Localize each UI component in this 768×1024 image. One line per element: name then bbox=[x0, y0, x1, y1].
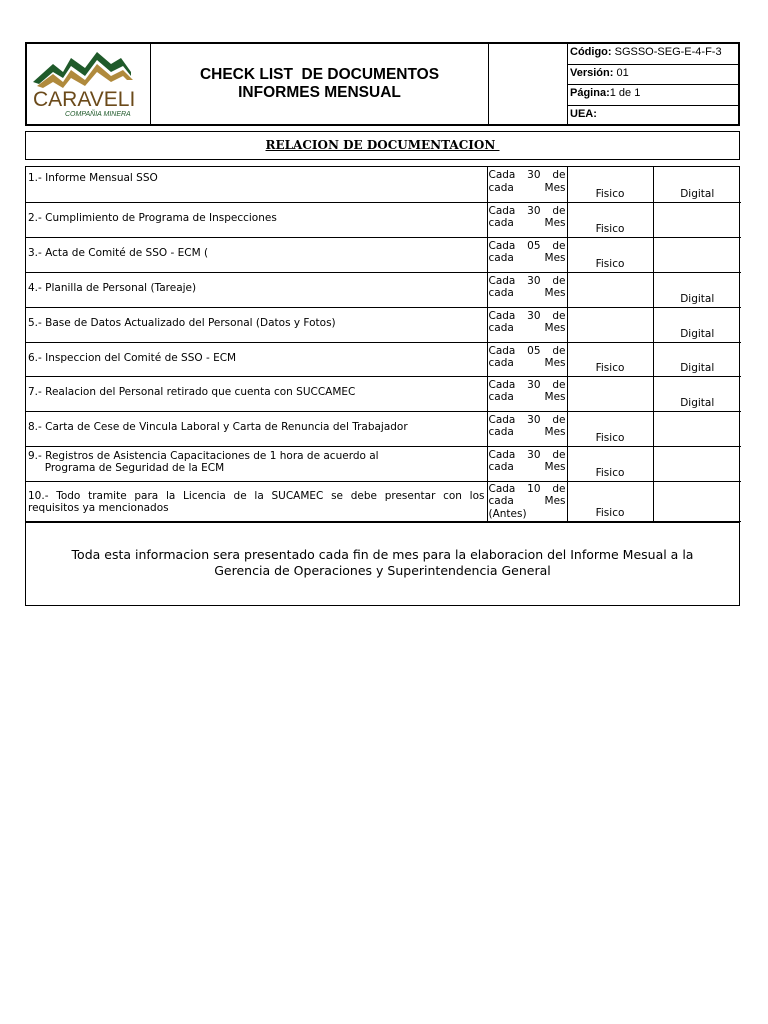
fisico-cell bbox=[567, 307, 653, 342]
codigo-value: SGSSO-SEG-E-4-F-3 bbox=[611, 46, 722, 58]
document-line: 9.- Registros de Asistencia Capacitaciones de 1 hora de acuerdo al bbox=[28, 449, 379, 462]
frequency-line: cada Mes bbox=[488, 287, 566, 299]
title-cell bbox=[151, 44, 489, 124]
fisico-cell: Fisico bbox=[567, 411, 653, 446]
fisico-cell bbox=[567, 272, 653, 307]
frequency-line: cada Mes bbox=[488, 426, 566, 438]
document-cell: 5.- Base de Datos Actualizado del Personal (Datos y Fotos) bbox=[26, 307, 487, 342]
meta-cell bbox=[568, 44, 740, 124]
table-row bbox=[26, 237, 741, 272]
document-header bbox=[25, 42, 740, 126]
document-cell: 8.- Carta de Cese de Vincula Laboral y Carta de Renuncia del Trabajador bbox=[26, 411, 487, 446]
frequency-line: cada Mes bbox=[488, 495, 566, 507]
documents-table bbox=[25, 166, 740, 523]
table-row bbox=[26, 272, 741, 307]
frequency-line: cada Mes bbox=[488, 357, 566, 369]
codigo-label: Código: bbox=[570, 46, 612, 58]
digital-cell: Digital bbox=[653, 167, 741, 202]
frequency-line: Cada 05 de bbox=[488, 344, 566, 357]
digital-cell: Digital bbox=[653, 376, 741, 411]
frequency-line: Cada 30 de bbox=[488, 309, 566, 322]
table-row bbox=[26, 481, 741, 521]
document-line: Programa de Seguridad de la ECM bbox=[28, 461, 225, 474]
frequency-line: (Antes) bbox=[488, 507, 527, 520]
frequency-cell bbox=[487, 167, 567, 202]
frequency-line: Cada 30 de bbox=[488, 413, 566, 426]
fisico-cell: Fisico bbox=[567, 202, 653, 237]
frequency-line: Cada 30 de bbox=[488, 378, 566, 391]
document-title-line1: CHECK LIST DE DOCUMENTOS bbox=[199, 66, 440, 83]
table-row bbox=[26, 307, 741, 342]
frequency-line: Cada 30 de bbox=[488, 169, 566, 181]
frequency-line: Cada 30 de bbox=[488, 204, 566, 217]
document-cell: 3.- Acta de Comité de SSO - ECM ( bbox=[26, 237, 487, 272]
document-cell: 6.- Inspeccion del Comité de SSO - ECM bbox=[26, 342, 487, 376]
frequency-cell bbox=[487, 411, 567, 446]
table-row bbox=[26, 411, 741, 446]
pagina-row bbox=[568, 85, 740, 106]
logo-cell bbox=[27, 44, 151, 124]
fisico-cell: Fisico bbox=[567, 342, 653, 376]
digital-cell bbox=[653, 446, 741, 481]
table-row bbox=[26, 202, 741, 237]
version-value: 01 bbox=[613, 66, 629, 79]
document-line: requisitos ya mencionados bbox=[28, 501, 169, 514]
section-title-text: RELACION DE DOCUMENTACION bbox=[265, 138, 500, 152]
footer-note-line1: Toda esta informacion sera presentado cada fin de mes para la elaboracion del Informe Mesual a la bbox=[71, 547, 694, 562]
document-cell: 4.- Planilla de Personal (Tareaje) bbox=[26, 272, 487, 307]
frequency-line: Cada 30 de bbox=[488, 274, 566, 287]
document-cell: 2.- Cumplimiento de Programa de Inspecciones bbox=[26, 202, 487, 237]
uea-label: UEA: bbox=[570, 107, 597, 120]
fisico-cell: Fisico bbox=[567, 481, 653, 521]
document-cell bbox=[26, 446, 487, 481]
fisico-cell: Fisico bbox=[567, 446, 653, 481]
table-row bbox=[26, 376, 741, 411]
table-row bbox=[26, 342, 741, 376]
version-label: Versión: bbox=[570, 66, 614, 79]
codigo-row bbox=[568, 44, 740, 65]
frequency-line: cada Mes bbox=[488, 252, 566, 264]
digital-cell bbox=[653, 237, 741, 272]
blank-cell bbox=[489, 44, 568, 124]
frequency-cell bbox=[487, 307, 567, 342]
frequency-cell bbox=[487, 237, 567, 272]
digital-cell bbox=[653, 481, 741, 521]
fisico-cell: Fisico bbox=[567, 237, 653, 272]
fisico-cell: Fisico bbox=[567, 167, 653, 202]
digital-cell: Digital bbox=[653, 272, 741, 307]
logo-text: CARAVELI bbox=[33, 88, 136, 111]
frequency-line: cada Mes bbox=[488, 461, 566, 473]
fisico-cell bbox=[567, 376, 653, 411]
frequency-cell bbox=[487, 446, 567, 481]
document-cell: 1.- Informe Mensual SSO bbox=[26, 167, 487, 202]
document-title-line2: INFORMES MENSUAL bbox=[238, 84, 401, 101]
frequency-line: cada Mes bbox=[488, 322, 566, 334]
frequency-cell bbox=[487, 376, 567, 411]
frequency-cell bbox=[487, 481, 567, 521]
document-cell bbox=[26, 481, 487, 521]
pagina-label: Página: bbox=[570, 87, 610, 99]
logo-subtext: COMPAÑIA MINERA bbox=[65, 111, 131, 118]
document-line: 10.- Todo tramite para la Licencia de la SUCAMEC se debe presentar con los bbox=[28, 489, 485, 502]
frequency-cell bbox=[487, 272, 567, 307]
frequency-cell bbox=[487, 342, 567, 376]
digital-cell bbox=[653, 202, 741, 237]
footer-note-line2: Gerencia de Operaciones y Superintendencia General bbox=[214, 563, 551, 578]
digital-cell: Digital bbox=[653, 342, 741, 376]
document-cell: 7.- Realacion del Personal retirado que cuenta con SUCCAMEC bbox=[26, 376, 487, 411]
pagina-value: 1 de 1 bbox=[609, 87, 641, 99]
frequency-line: cada Mes bbox=[488, 391, 566, 403]
table-row bbox=[26, 167, 741, 202]
frequency-line: Cada 30 de bbox=[488, 448, 566, 461]
footer-note bbox=[25, 521, 740, 606]
uea-row bbox=[568, 106, 740, 127]
frequency-line: Cada 05 de bbox=[488, 239, 566, 252]
table-row bbox=[26, 446, 741, 481]
digital-cell bbox=[653, 411, 741, 446]
frequency-cell bbox=[487, 202, 567, 237]
frequency-line: cada Mes bbox=[488, 217, 566, 229]
caraveli-logo bbox=[27, 44, 149, 124]
digital-cell: Digital bbox=[653, 307, 741, 342]
version-row bbox=[568, 65, 740, 86]
section-title bbox=[25, 131, 740, 160]
frequency-line: Cada 10 de bbox=[488, 482, 566, 495]
frequency-line: cada Mes bbox=[488, 181, 566, 194]
